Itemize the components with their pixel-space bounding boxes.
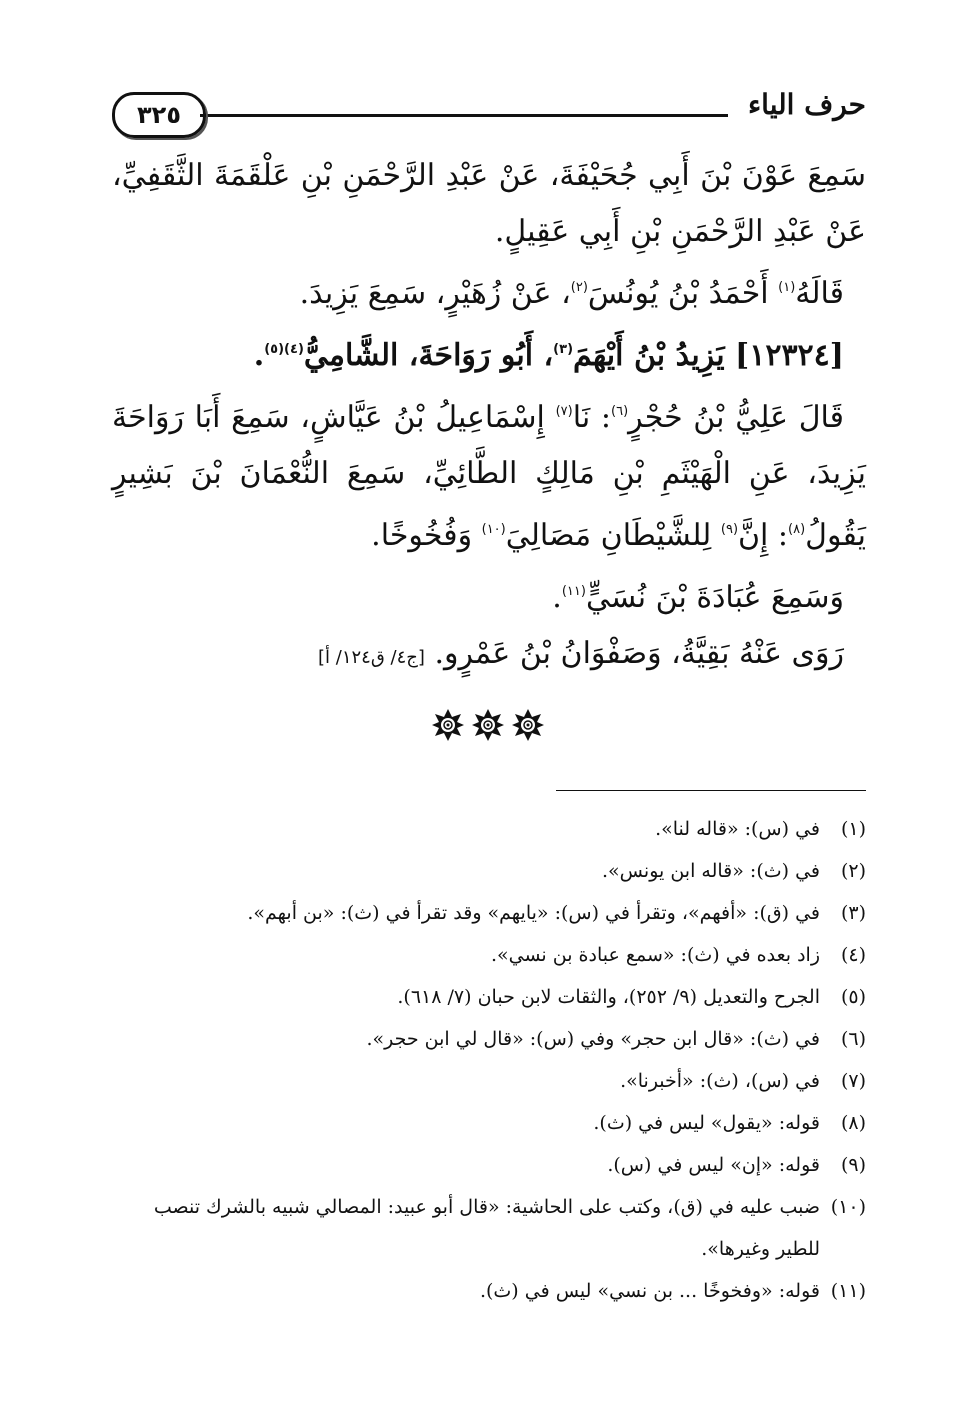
- footnote-text: زاد بعده في (ث): «سمع عبادة بن نسي».: [490, 944, 820, 966]
- footnote-text: في (ق): «أفهم»، وتقرأ في (س): «يايهم» وقد تقرأ في (ث): «بن أبهم».: [247, 902, 820, 924]
- footnote-separator: [556, 790, 866, 791]
- text-run: رَوَى عَنْهُ بَقِيَّةُ، وَصَفْوَانُ بْنُ عَمْرٍو.: [424, 636, 844, 671]
- footnote-text: الجرح والتعديل (٩/ ٢٥٢)، والثقات لابن حبان (٧/ ٦١٨).: [397, 986, 820, 1008]
- paragraph-3: [112, 384, 866, 564]
- star-ornament-icon: [471, 708, 505, 742]
- footnote-number: (٦): [840, 1028, 866, 1050]
- footnote-number: (٣): [840, 902, 866, 924]
- page-header: [112, 84, 866, 144]
- text-run: إِسْمَاعِيلُ بْنُ عَيَّاشٍ، سَمِعَ أَبَا رَوَاحَةَ يَزِيدَ، عَنِ الْهَيْثَمِ بْنِ مَالِكٍ الطَّائِيِّ، سَمِعَ النُّعْمَانَ بْنَ بَشِيرٍ يَقُولُ: [112, 400, 866, 553]
- footnote-ref[interactable]: (٨): [788, 522, 806, 537]
- footnote-number: (١٠): [830, 1196, 866, 1218]
- footnote-ref[interactable]: (٩): [720, 522, 739, 537]
- footnote-ref[interactable]: (٢): [570, 280, 588, 295]
- star-ornament-icon: [431, 708, 465, 742]
- footnote-text: قوله: «وفخوخًا ... بن نسي» ليس في (ث).: [479, 1280, 820, 1302]
- footnote-ref[interactable]: (١٠): [481, 522, 506, 537]
- text-run: : إِنَّ: [738, 518, 789, 553]
- section-ornament: [0, 708, 976, 742]
- text-run: قَالَهُ: [795, 276, 844, 311]
- paragraph-2: [112, 260, 866, 322]
- text-run: : نَا: [572, 400, 612, 435]
- footnote: [112, 808, 866, 850]
- page-number: ٣٢٥: [112, 92, 206, 138]
- entry-title: ، أَبُو رَوَاحَةَ، الشَّامِيُّ: [303, 338, 554, 373]
- text-run: وَفُخُوخًا.: [371, 518, 482, 553]
- text-run: أَحْمَدُ بْنُ يُونُسَ: [587, 276, 779, 311]
- main-text: [112, 148, 866, 686]
- footnote-number: (١١): [830, 1280, 866, 1302]
- text-run: ، عَنْ زُهَيْرٍ، سَمِعَ يَزِيدَ.: [299, 276, 571, 311]
- footnote: [112, 934, 866, 976]
- footnote-number: (٤): [840, 944, 866, 966]
- footnote: [112, 1060, 866, 1102]
- footnote: [112, 892, 866, 934]
- footnote-text: قوله: «إن» ليس في (س).: [607, 1154, 820, 1176]
- text-run: .: [552, 580, 562, 615]
- footnote-ref[interactable]: (٦): [611, 404, 629, 419]
- footnote: [112, 1186, 866, 1270]
- footnote-text: في (ث): «قال ابن حجر» وفي (س): «قال لي ابن حجر».: [366, 1028, 820, 1050]
- footnotes: [112, 808, 866, 1312]
- chapter-title: حرف الياء: [748, 88, 866, 121]
- footnote-ref[interactable]: (٤)(٥): [264, 342, 304, 357]
- footnote: [112, 1144, 866, 1186]
- footnote-text: في (ث): «قاله ابن يونس».: [602, 860, 820, 882]
- text-run: وَسَمِعَ عُبَادَةَ بْنَ نُسَيٍّ: [585, 580, 844, 615]
- footnote-number: (٨): [840, 1112, 866, 1134]
- header-rule: [200, 114, 728, 117]
- manuscript-ref: [ج٤/ ق١٢٤/ أ]: [318, 647, 425, 668]
- footnote: [112, 976, 866, 1018]
- entry-title: [١٢٣٢٤] يَزِيدُ بْنُ أَيْهَمَ: [573, 338, 844, 373]
- footnote-text: في (س): «قاله لنا».: [655, 818, 820, 840]
- text-run: لِلشَّيْطَانِ مَصَالِيَ: [505, 518, 721, 553]
- footnote-text: قوله: «يقول» ليس في (ث).: [593, 1112, 820, 1134]
- paragraph-4: [112, 564, 866, 626]
- footnote-text: في (س)، (ث): «أخبرنا».: [620, 1070, 820, 1092]
- footnote-ref[interactable]: (١): [778, 280, 796, 295]
- footnote-ref[interactable]: (٧): [555, 404, 573, 419]
- footnote-text: ضبب عليه في (ق)، وكتب على الحاشية: «قال أبو عبيد: المصالي شبيه بالشرك تنصب للطير وغيرها».: [153, 1196, 820, 1260]
- text-run: .: [253, 338, 265, 373]
- footnote-number: (٢): [840, 860, 866, 882]
- footnote: [112, 1102, 866, 1144]
- star-ornament-icon: [511, 708, 545, 742]
- paragraph-5: [112, 626, 866, 686]
- footnote-number: (٩): [840, 1154, 866, 1176]
- text-run: قَالَ عَلِيُّ بْنُ حُجْرٍ: [628, 400, 844, 435]
- footnote: [112, 1270, 866, 1312]
- footnote: [112, 850, 866, 892]
- footnote-number: (١): [840, 818, 866, 840]
- footnote-number: (٧): [840, 1070, 866, 1092]
- footnote: [112, 1018, 866, 1060]
- footnote-number: (٥): [840, 986, 866, 1008]
- footnote-ref[interactable]: (٣): [553, 342, 574, 357]
- footnote-ref[interactable]: (١١): [561, 584, 586, 599]
- paragraph-1: سَمِعَ عَوْنَ بْنَ أَبِي جُحَيْفَةَ، عَنْ عَبْدِ الرَّحْمَنِ بْنِ عَلْقَمَةَ الثَّقَفِيِّ، عَنْ عَبْدِ الرَّحْمَنِ بْنِ أَبِي عَقِيلٍ.: [112, 158, 866, 249]
- entry-heading: [112, 322, 866, 384]
